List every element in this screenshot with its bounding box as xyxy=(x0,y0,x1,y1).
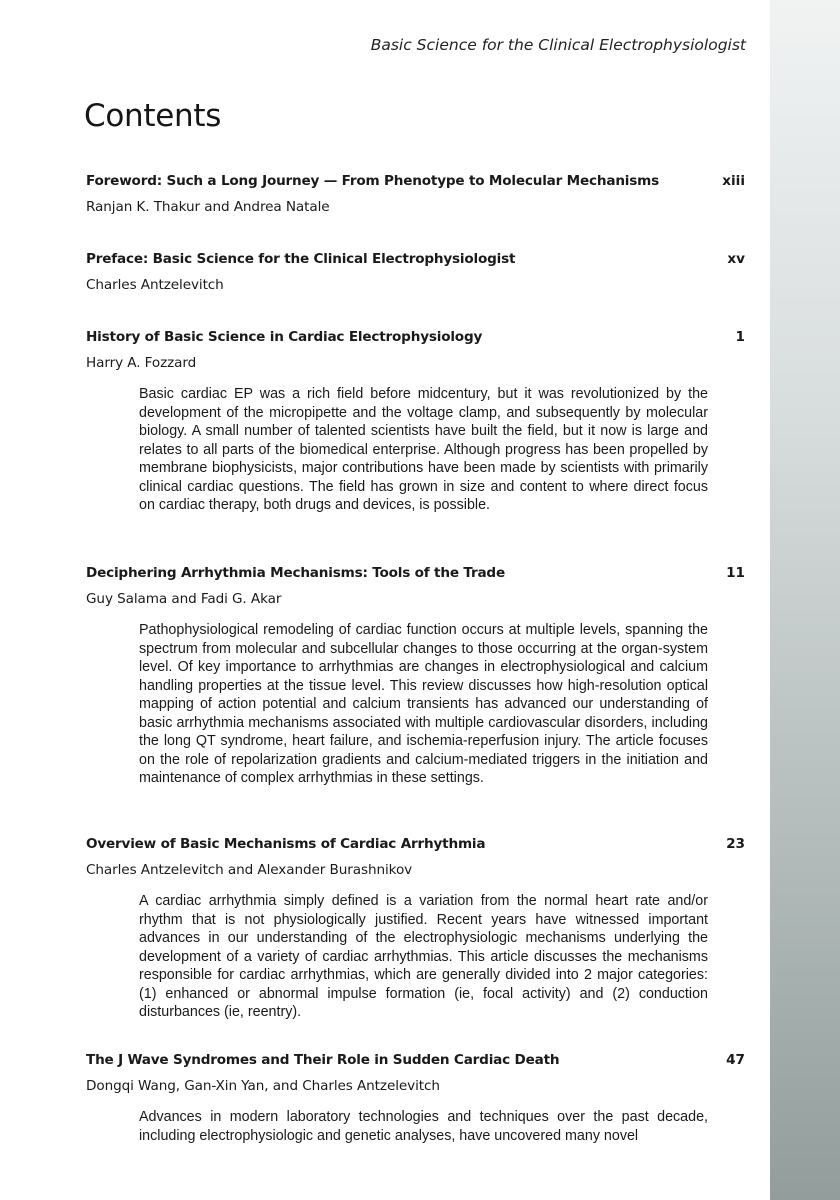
toc-entry[interactable] xyxy=(86,251,746,293)
toc-entry[interactable] xyxy=(86,836,746,1022)
entry-page-number: xiii xyxy=(722,173,745,189)
entry-title[interactable]: Foreword: Such a Long Journey — From Phenotype to Molecular Mechanisms xyxy=(86,173,660,189)
entry-title[interactable]: Deciphering Arrhythmia Mechanisms: Tools of the Trade xyxy=(86,565,505,581)
toc-entry[interactable] xyxy=(86,565,746,788)
entry-page-number: xv xyxy=(727,251,745,267)
entry-abstract: A cardiac arrhythmia simply defined is a variation from the normal heart rate and/or rhythm that is not physiologically justified. Recent years have witnessed important advances in our understanding of the electrophysiologic mechanisms underlying the development of a variety of cardiac arrhythmias. This article discusses the mechanisms responsible for cardiac arrhythmias, which are generally divided into 2 major categories: (1) enhanced or abnormal impulse formation (ie, focal activity) and (2) conduction disturbances (ie, reentry). xyxy=(139,893,708,1020)
entry-authors: Ranjan K. Thakur and Andrea Natale xyxy=(86,199,330,215)
entry-authors: Dongqi Wang, Gan-Xin Yan, and Charles Antzelevitch xyxy=(86,1078,440,1094)
entry-page-number: 23 xyxy=(726,836,745,852)
entry-authors: Charles Antzelevitch xyxy=(86,277,224,293)
page-title: Contents xyxy=(84,98,222,134)
toc-entry[interactable] xyxy=(86,329,746,515)
entry-authors: Charles Antzelevitch and Alexander Burashnikov xyxy=(86,862,413,878)
entry-abstract: Pathophysiological remodeling of cardiac function occurs at multiple levels, spanning the spectrum from molecular and subcellular changes to those occurring at the organ-system level. Of key importance to arrhythmias are changes in electrophysiological and calcium handling properties at the tissue level. This review discusses how high-resolution optical mapping of action potential and calcium transients has advanced our understanding of basic arrhythmia mechanisms associated with multiple cardiovascular disorders, including the long QT syndrome, heart failure, and ischemia-reperfusion injury. The article focuses on the role of repolarization gradients and calcium-mediated triggers in the initiation and maintenance of complex arrhythmias in these settings. xyxy=(139,622,708,786)
decorative-side-bar xyxy=(770,0,840,1200)
entry-abstract: Basic cardiac EP was a rich field before midcentury, but it was revolutionized by the development of the micropipette and the voltage clamp, and subsequently by molecular biology. A small number of talented scientists have built the field, but it now is large and relates to all parts of the biomedical enterprise. Although progress has been propelled by membrane biophysicists, major contributions have been made by scientists with primarily clinical cardiac questions. The field has grown in size and content to where direct focus on cardiac therapy, both drugs and devices, is possible. xyxy=(139,386,708,513)
entry-authors: Harry A. Fozzard xyxy=(86,355,197,371)
entry-page-number: 11 xyxy=(726,565,745,581)
toc-entry[interactable] xyxy=(86,1052,746,1145)
entry-authors: Guy Salama and Fadi G. Akar xyxy=(86,591,282,607)
entry-page-number: 1 xyxy=(735,329,745,345)
entry-page-number: 47 xyxy=(726,1052,745,1068)
entry-abstract: Advances in modern laboratory technologies and techniques over the past decade, including electrophysiologic and genetic analyses, have uncovered many novel xyxy=(139,1109,708,1144)
entry-title[interactable]: The J Wave Syndromes and Their Role in Sudden Cardiac Death xyxy=(86,1052,560,1068)
entry-title[interactable]: Overview of Basic Mechanisms of Cardiac Arrhythmia xyxy=(86,836,486,852)
toc-entry[interactable] xyxy=(86,173,746,215)
running-head: Basic Science for the Clinical Electrophysiologist xyxy=(370,36,746,54)
entry-title[interactable]: History of Basic Science in Cardiac Electrophysiology xyxy=(86,329,483,345)
entry-title[interactable]: Preface: Basic Science for the Clinical Electrophysiologist xyxy=(86,251,516,267)
